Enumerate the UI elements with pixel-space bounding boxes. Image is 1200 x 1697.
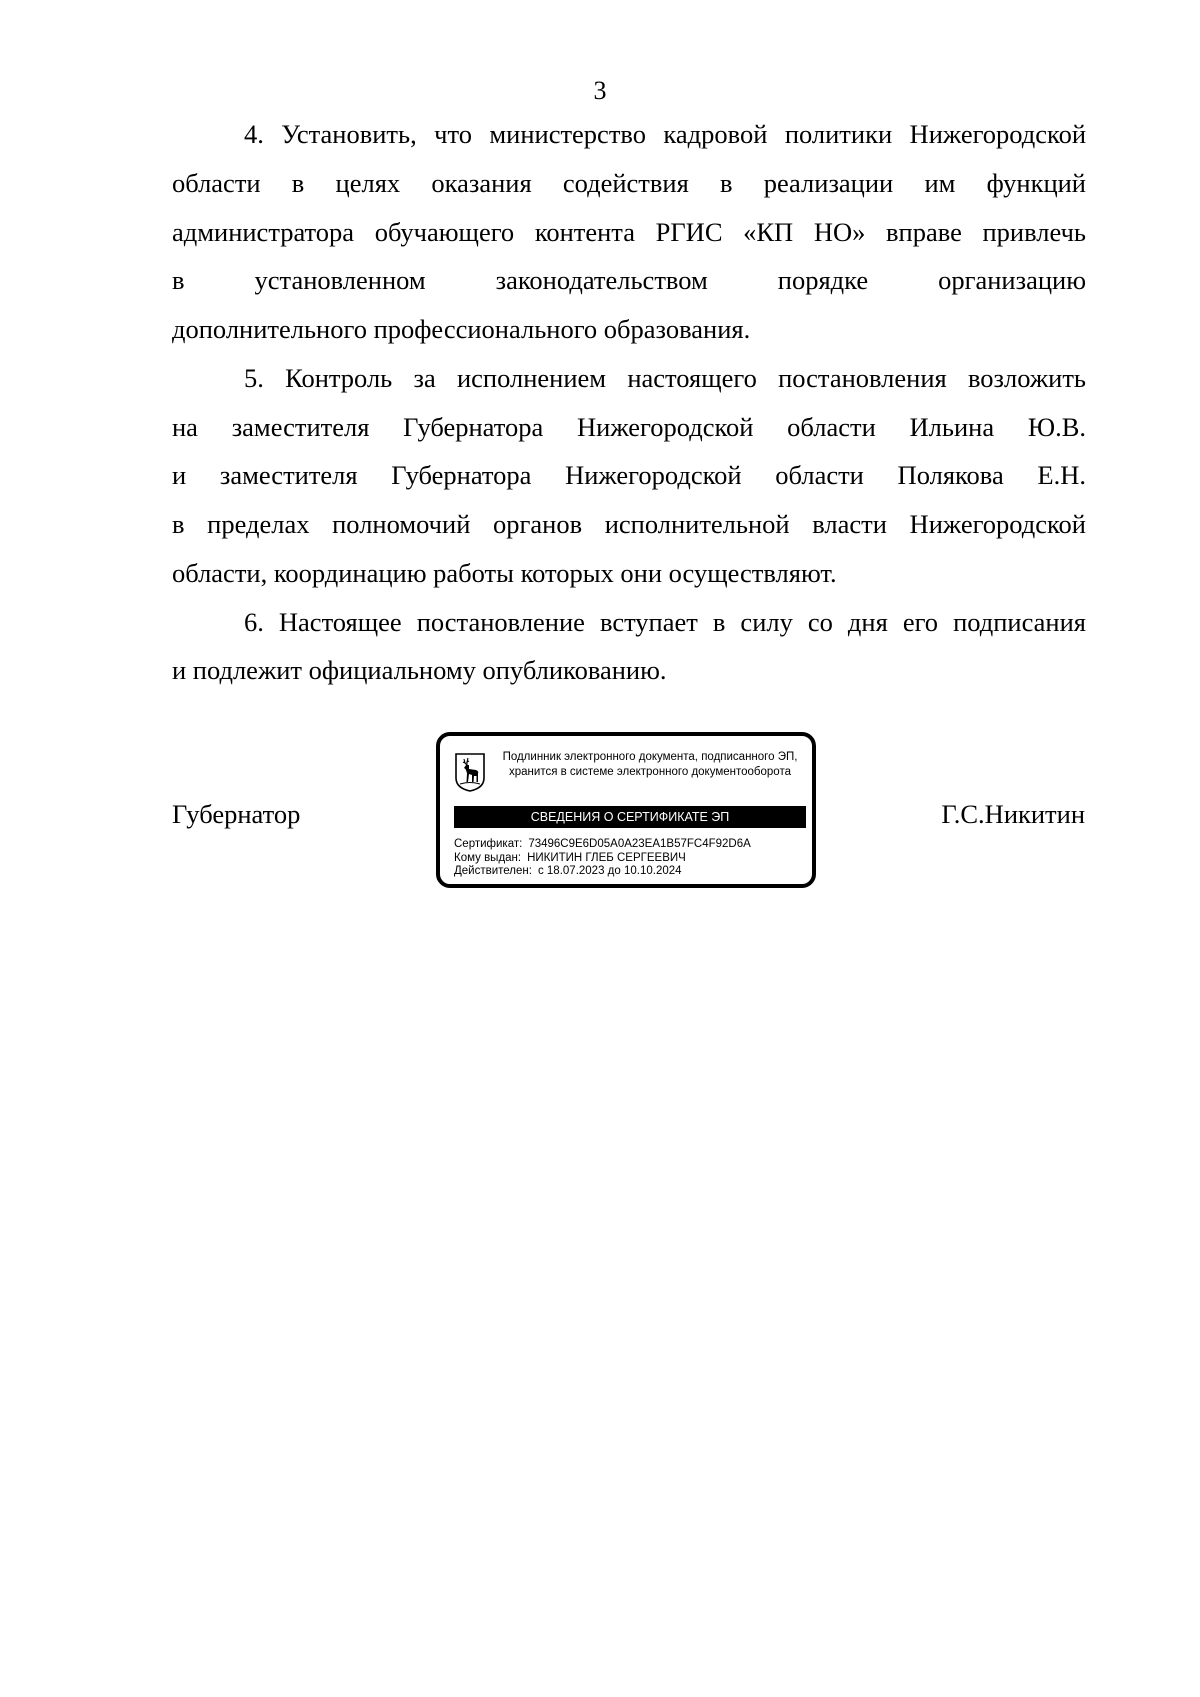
paragraph-6-line-2: и подлежит официальному опубликованию. [172,655,667,686]
paragraph-5-line-2: на заместителя Губернатора Нижегородской области Ильина Ю.В. [172,411,1086,442]
signature-block [0,730,1200,900]
paragraph-4-line-5: дополнительного профессионального образования. [172,314,751,344]
paragraph-4-line-4: в установленном законодательством порядке организацию [172,265,1086,296]
paragraph-6 [172,598,1086,696]
page-number: 3 [593,76,607,105]
stamp-header [492,750,808,780]
paragraph-5-line-5: области, координацию работы которых они осуществляют. [172,557,837,588]
deer-emblem-icon [454,752,486,792]
document-body [172,110,1086,695]
valid-label: Действителен: [454,865,532,877]
stamp-certificate-bar: СВЕДЕНИЯ О СЕРТИФИКАТЕ ЭП [454,806,806,828]
stamp-certificate-details [454,838,806,879]
paragraph-6-line-1: 6. Настоящее постановление вступает в силу со дня его подписания [244,606,1086,637]
certificate-label: Сертификат: [454,838,523,850]
valid-value: с 18.07.2023 до 10.10.2024 [537,865,682,877]
paragraph-4-line-2: области в целях оказания содействия в реализации им функций [172,167,1086,198]
stamp-header-line-2: хранится в системе электронного документооборота [509,766,791,778]
signatory-title: Губернатор [172,799,301,829]
paragraph-5-line-1: 5. Контроль за исполнением настоящего постановления возложить [244,362,1086,393]
certificate-row [454,838,806,852]
signatory-name: Г.С.Никитин [941,799,1085,829]
paragraph-5 [172,354,1086,598]
paragraph-4-line-3: администратора обучающего контента РГИС «КП НО» вправе привлечь [172,216,1086,247]
issued-to-label: Кому выдан: [454,851,522,864]
paragraph-5-line-4: в пределах полномочий органов исполнительной власти Нижегородской [172,509,1086,539]
paragraph-5-line-3: и заместителя Губернатора Нижегородской области Полякова Е.Н. [172,460,1086,491]
issued-to-row [454,852,806,866]
paragraph-4 [172,110,1086,354]
paragraph-4-line-1: 4. Установить, что министерство кадровой политики Нижегородской [244,119,1086,149]
electronic-signature-stamp [436,732,816,888]
valid-row [454,865,806,879]
stamp-header-line-1: Подлинник электронного документа, подписанного ЭП, [502,751,798,763]
certificate-value: 73496C9E6D05A0A23EA1B57FC4F92D6A [528,838,751,850]
issued-to-value: НИКИТИН ГЛЕБ СЕРГЕЕВИЧ [527,851,686,864]
